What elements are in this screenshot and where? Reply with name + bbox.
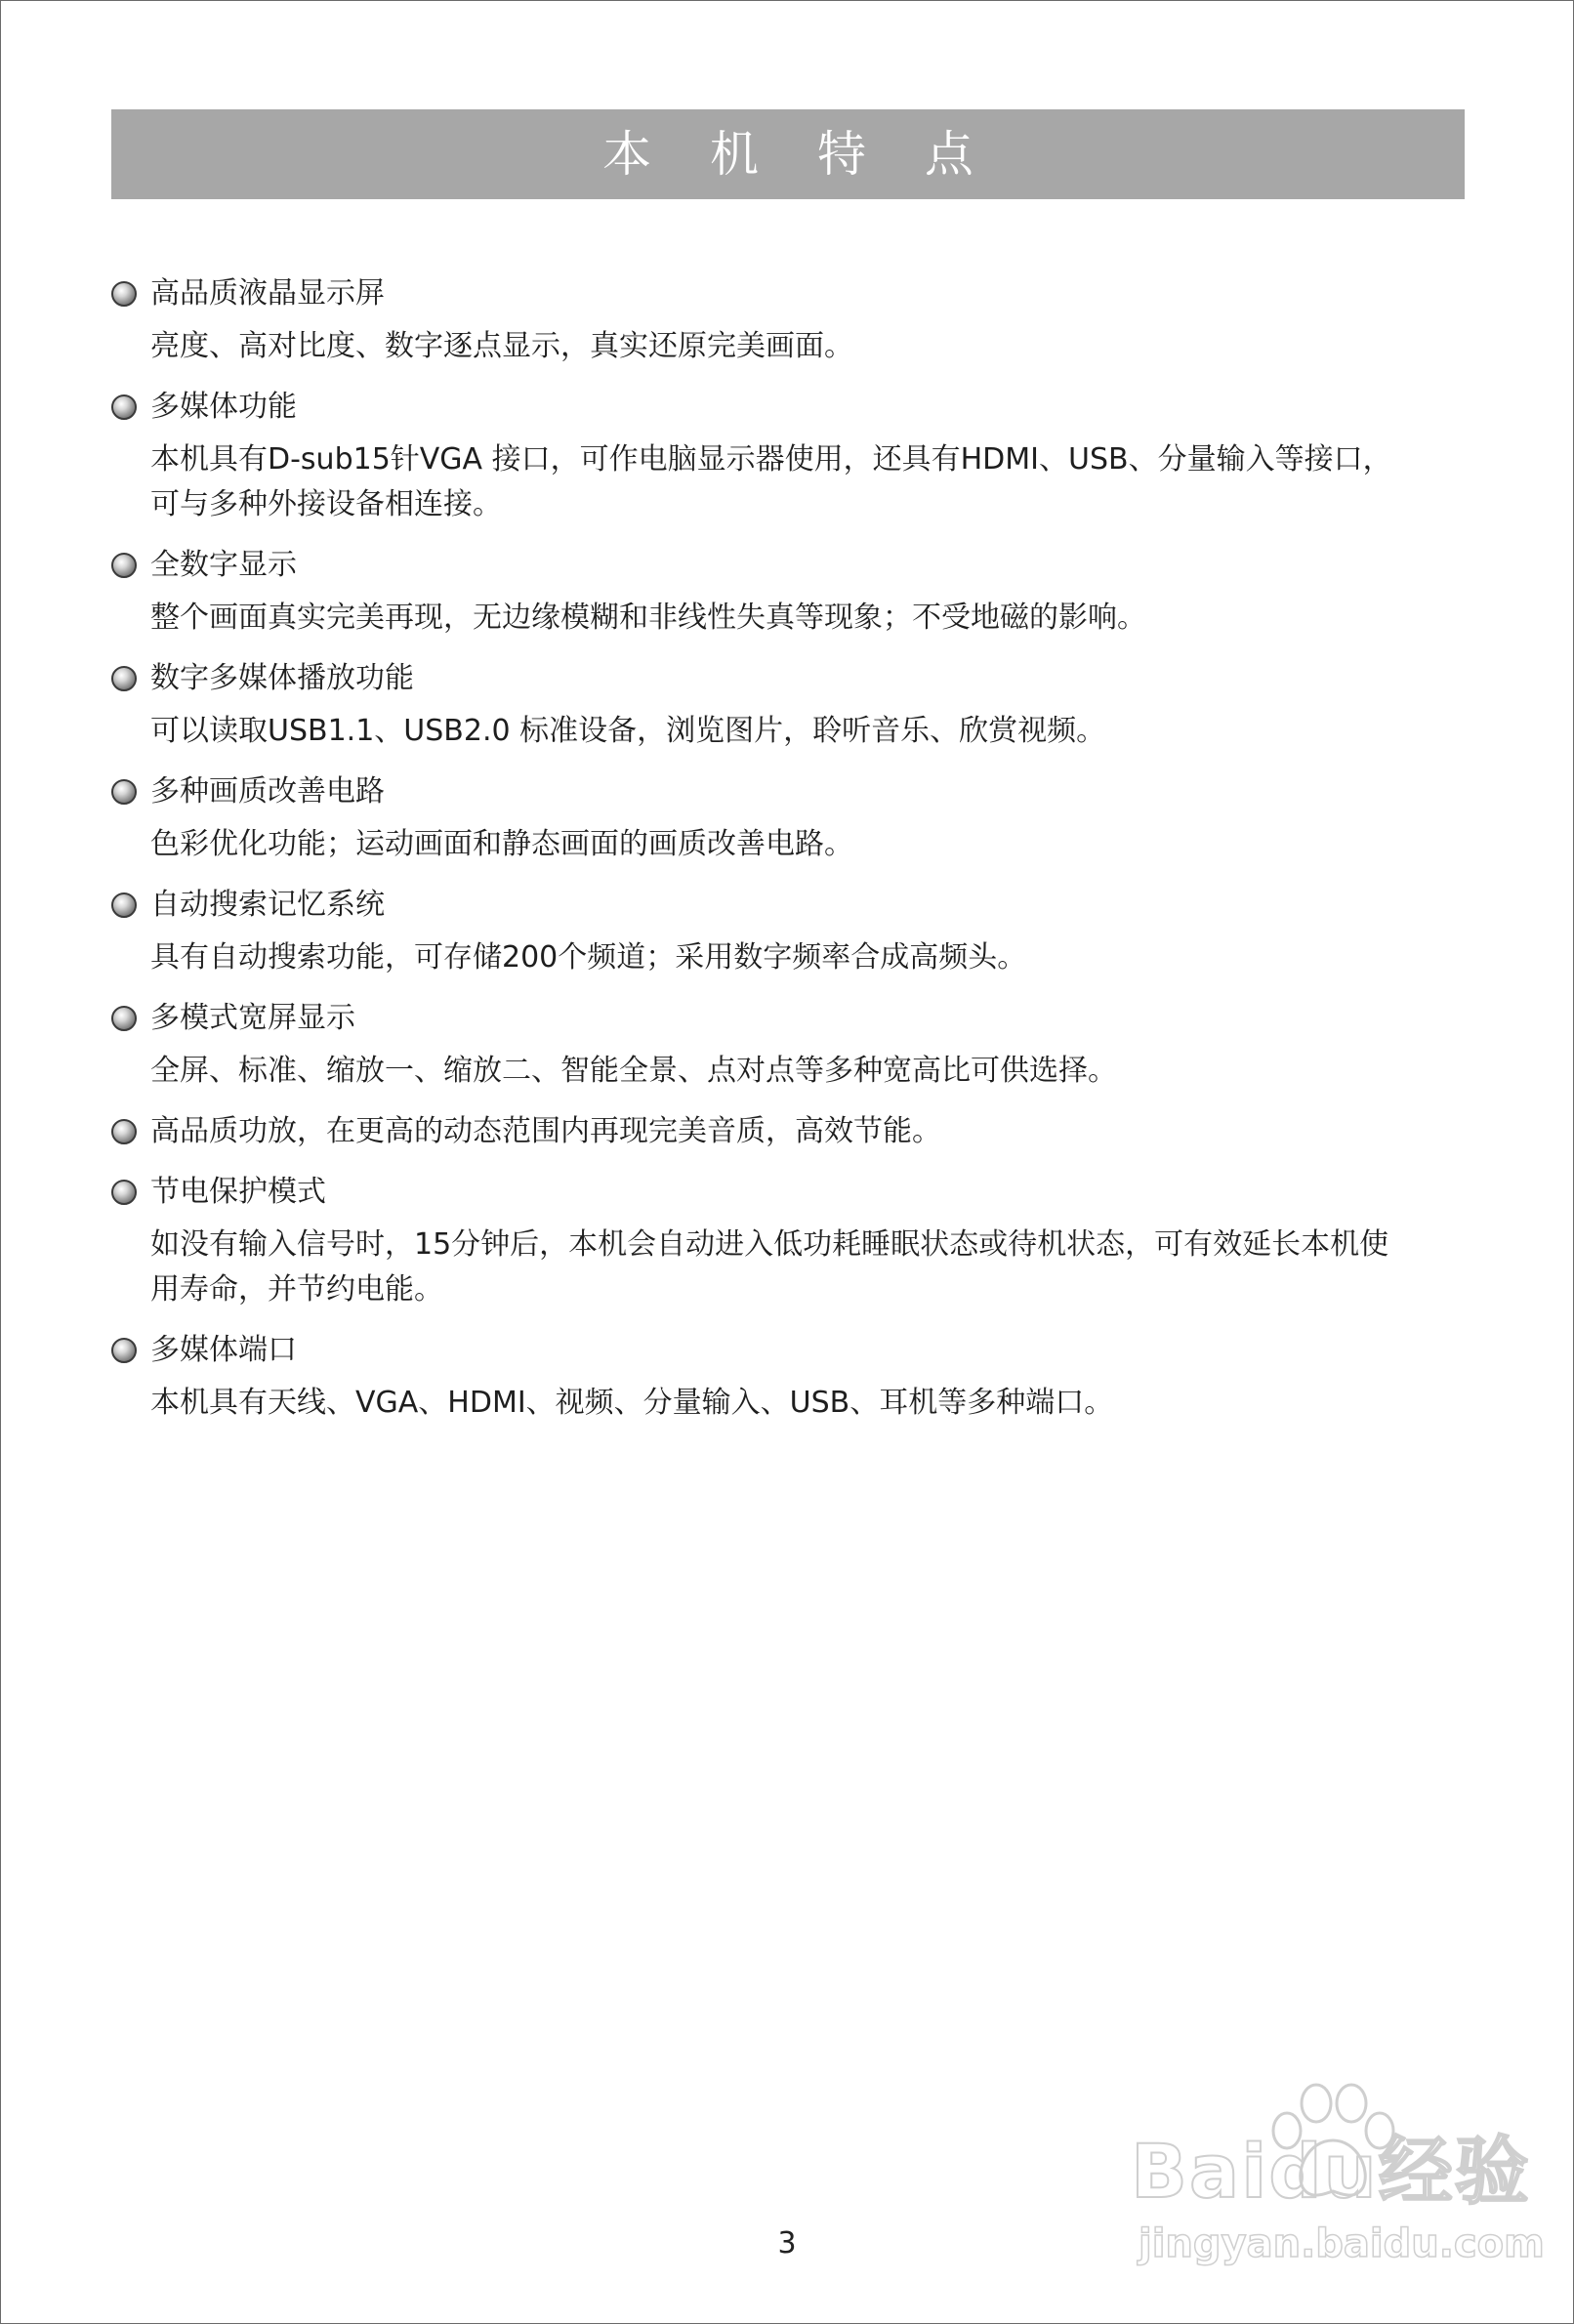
feature-description xyxy=(150,1223,1469,1312)
bullet-icon xyxy=(111,281,137,307)
bullet-icon xyxy=(111,553,137,578)
description-line: 本机具有D-sub15针VGA 接口，可作电脑显示器使用，还具有HDMI、USB、分量输入等接口， xyxy=(150,442,1392,477)
bullet-icon xyxy=(111,1006,137,1031)
feature-item xyxy=(111,1170,1469,1312)
bullet-icon xyxy=(111,1119,137,1144)
feature-heading-row xyxy=(111,1109,1469,1154)
description-line: 可与多种外接设备相连接。 xyxy=(150,487,502,521)
feature-list xyxy=(111,271,1469,1441)
watermark xyxy=(1113,2080,1545,2275)
page-title: 本 机 特 点 xyxy=(602,126,995,183)
feature-heading: 高品质液晶显示屏 xyxy=(150,276,385,311)
feature-item xyxy=(111,1328,1469,1426)
watermark-url: jingyan.baidu.com xyxy=(1139,2221,1545,2266)
description-line: 如没有输入信号时，15分钟后，本机会自动进入低功耗睡眠状态或待机状态，可有效延长本机使 xyxy=(150,1227,1389,1262)
feature-heading-row xyxy=(111,1170,1469,1215)
feature-heading: 节电保护模式 xyxy=(150,1175,326,1209)
feature-heading: 多种画质改善电路 xyxy=(150,774,385,809)
feature-description: 可以读取USB1.1、USB2.0 标准设备，浏览图片，聆听音乐、欣赏视频。 xyxy=(150,714,1106,748)
feature-heading: 自动搜索记忆系统 xyxy=(150,888,385,922)
feature-item xyxy=(111,1109,1469,1154)
watermark-logo: Baidu经验 xyxy=(1131,2128,1531,2215)
feature-description: 整个画面真实完美再现，无边缘模糊和非线性失真等现象；不受地磁的影响。 xyxy=(150,601,1146,635)
feature-item xyxy=(111,996,1469,1094)
bullet-icon xyxy=(111,779,137,805)
feature-heading-row xyxy=(111,656,1469,701)
feature-heading-row xyxy=(111,883,1469,928)
feature-item xyxy=(111,543,1469,641)
bullet-icon xyxy=(111,666,137,691)
feature-heading-row xyxy=(111,1328,1469,1373)
feature-heading: 全数字显示 xyxy=(150,548,297,582)
feature-heading: 高品质功放，在更高的动态范围内再现完美音质，高效节能。 xyxy=(150,1114,941,1148)
feature-item xyxy=(111,385,1469,527)
feature-heading-row xyxy=(111,271,1469,316)
feature-item xyxy=(111,656,1469,754)
feature-description: 本机具有天线、VGA、HDMI、视频、分量输入、USB、耳机等多种端口。 xyxy=(150,1386,1114,1420)
feature-heading-row xyxy=(111,996,1469,1041)
feature-description: 亮度、高对比度、数字逐点显示，真实还原完美画面。 xyxy=(150,329,853,363)
page-number: 3 xyxy=(777,2226,797,2261)
bullet-icon xyxy=(111,394,137,420)
title-bar xyxy=(111,109,1465,199)
feature-heading: 数字多媒体播放功能 xyxy=(150,661,414,695)
feature-heading: 多媒体端口 xyxy=(150,1333,297,1367)
feature-item xyxy=(111,883,1469,980)
feature-item xyxy=(111,769,1469,867)
feature-heading-row xyxy=(111,543,1469,588)
bullet-icon xyxy=(111,892,137,918)
feature-description: 具有自动搜索功能，可存储200个频道；采用数字频率合成高频头。 xyxy=(150,940,1027,975)
feature-item xyxy=(111,271,1469,369)
bullet-icon xyxy=(111,1338,137,1363)
feature-description: 色彩优化功能；运动画面和静态画面的画质改善电路。 xyxy=(150,827,853,861)
feature-description: 全屏、标准、缩放一、缩放二、智能全景、点对点等多种宽高比可供选择。 xyxy=(150,1054,1117,1088)
description-line: 用寿命，并节约电能。 xyxy=(150,1272,443,1307)
feature-heading-row xyxy=(111,769,1469,814)
feature-heading: 多模式宽屏显示 xyxy=(150,1001,355,1035)
bullet-icon xyxy=(111,1180,137,1205)
feature-heading-row xyxy=(111,385,1469,430)
feature-description xyxy=(150,437,1469,527)
feature-heading: 多媒体功能 xyxy=(150,390,297,424)
